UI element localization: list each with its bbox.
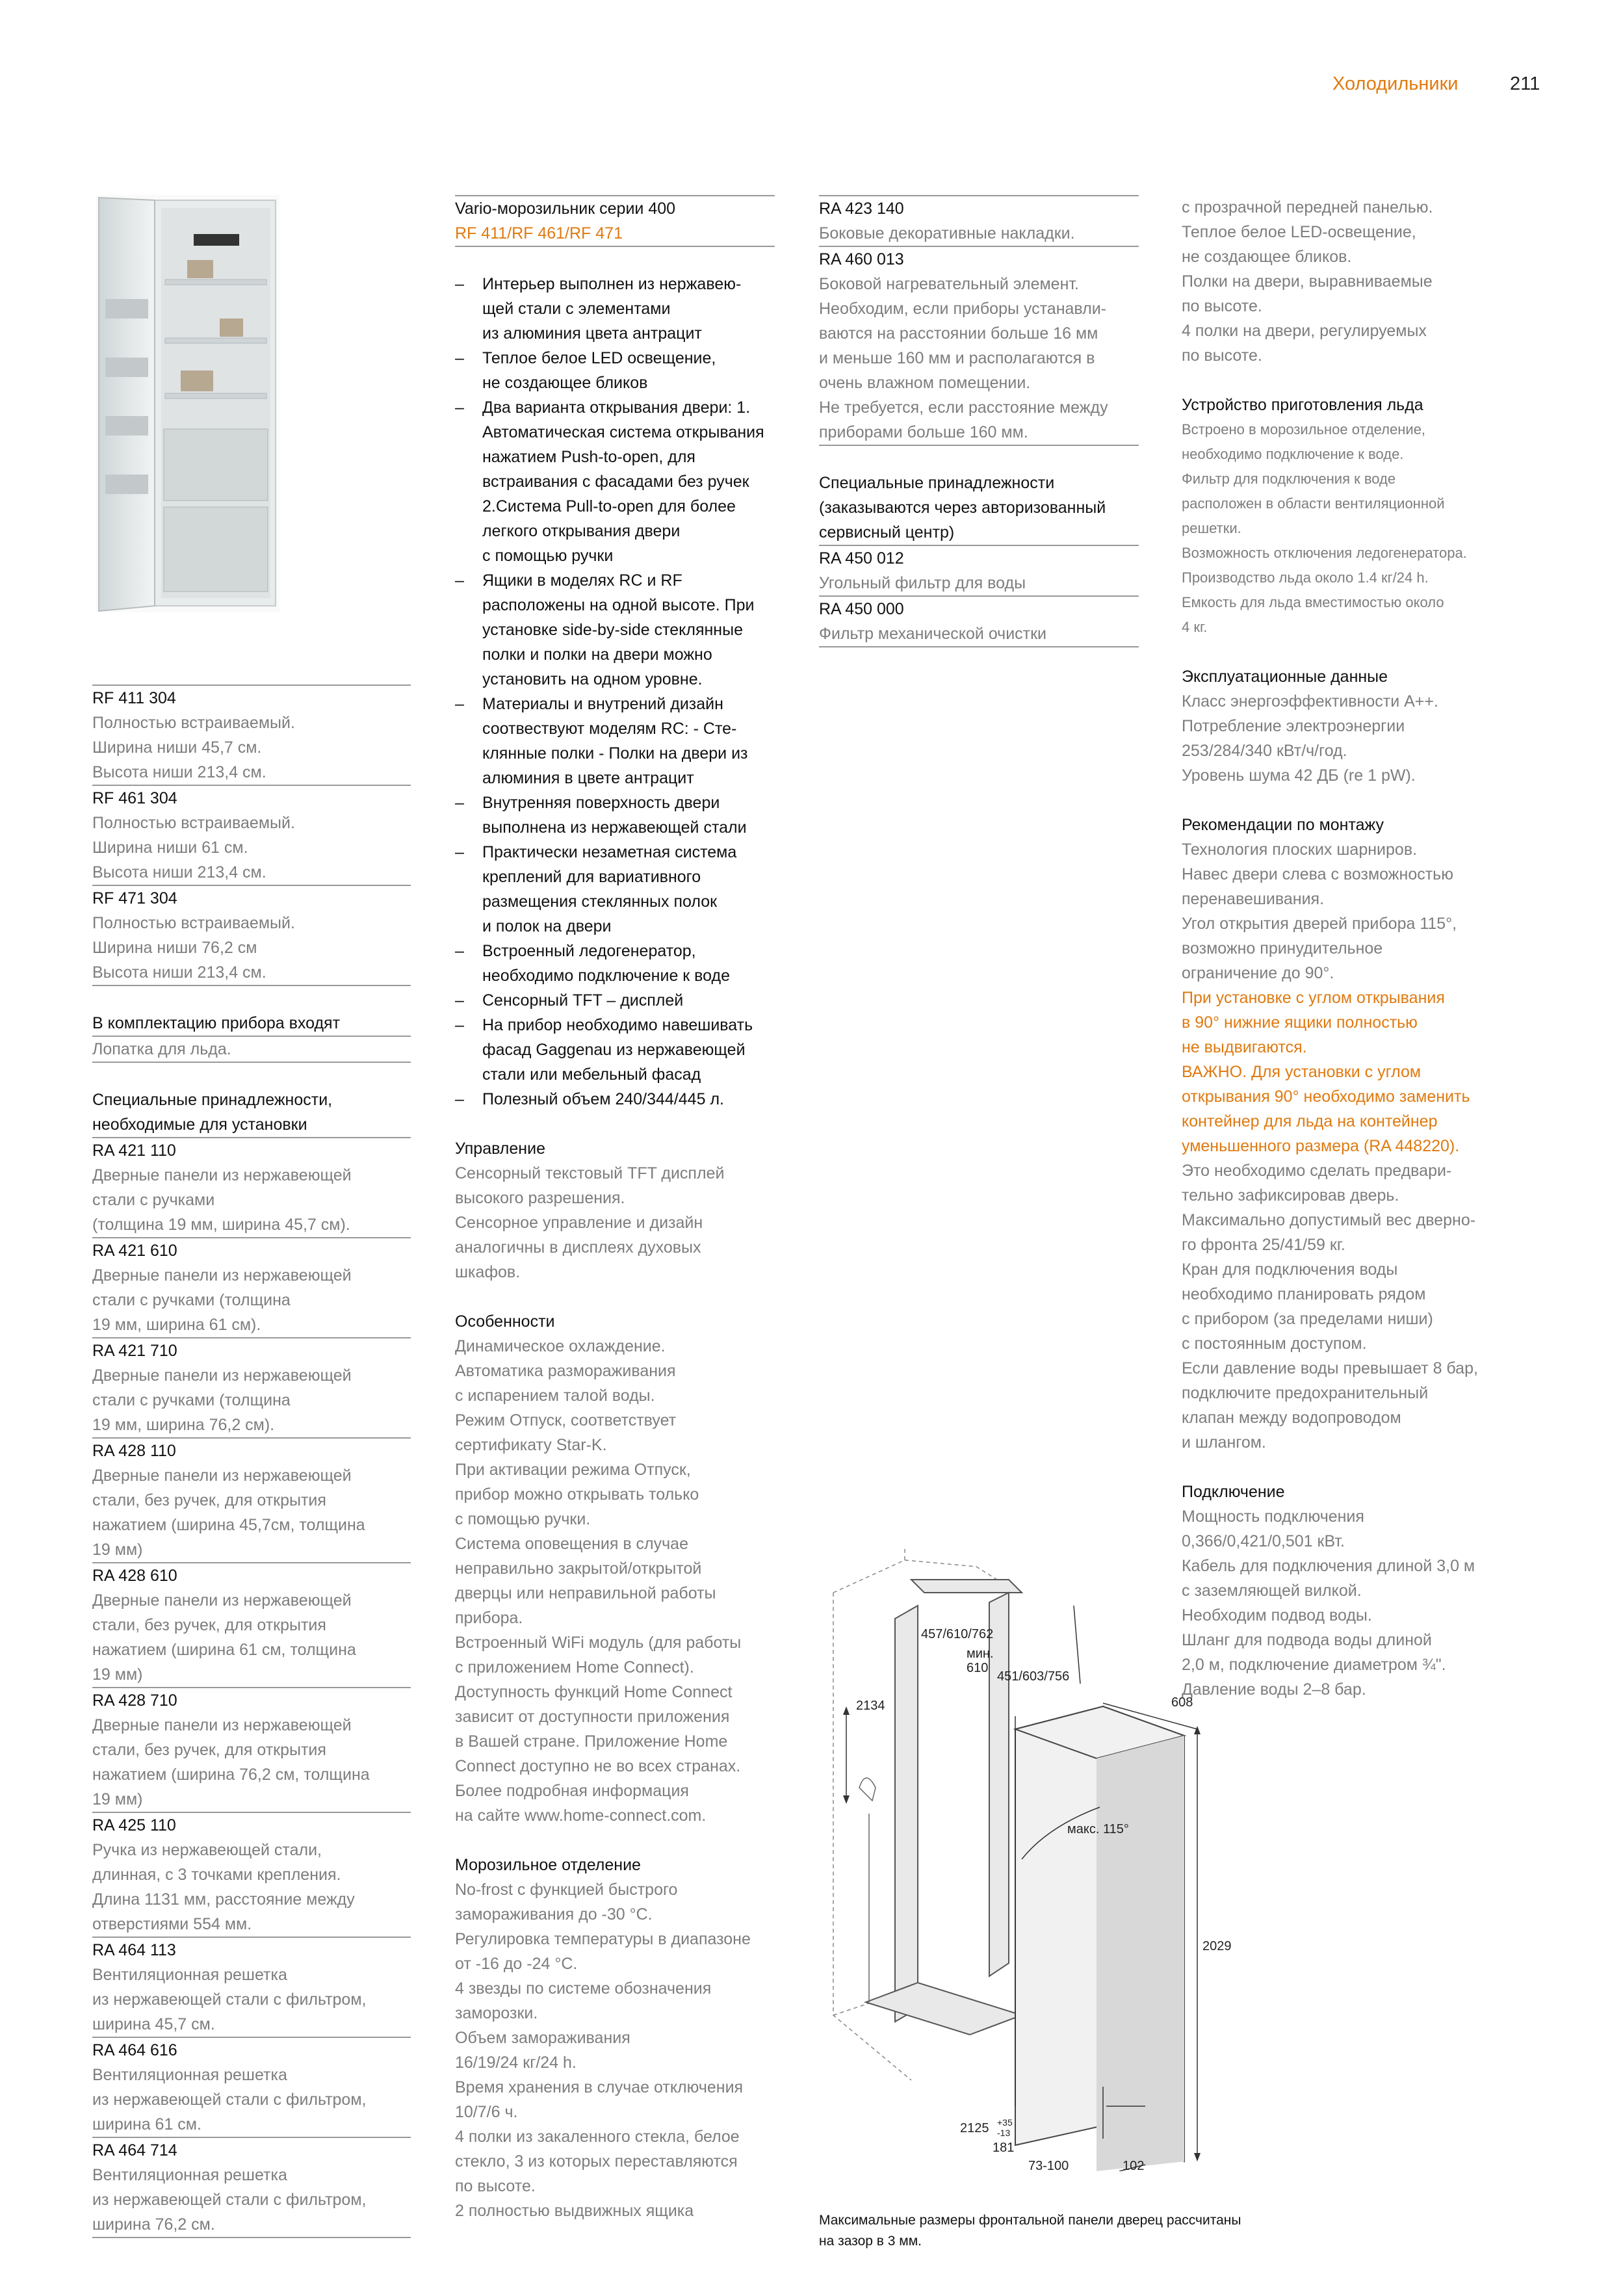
dim-2125: 2125 (960, 2121, 989, 2135)
features-title: Особенности (455, 1312, 555, 1331)
accessory-line: 19 мм) (92, 1790, 143, 1808)
accessory-line: ширина 45,7 см. (92, 2015, 215, 2033)
model-code: RF 411 304 (92, 689, 176, 707)
freezer-photo (96, 195, 279, 612)
connection-title: Подключение (1182, 1483, 1285, 1501)
page-number: 211 (1510, 73, 1540, 94)
dim-minus13: -13 (997, 2128, 1011, 2138)
diagram-caption: Максимальные размеры фронтальной панели дверец рассчитаны на зазор в 3 мм. (819, 2213, 1241, 2249)
accessory-line: Дверные панели из нержавеющей (92, 1266, 352, 1285)
features-text: Динамическое охлаждение. Автоматика размораживания с испарением талой воды. Режим Отпуск, соответствует сертификату Star-K. При активации режима Отпуск, прибор можно открывать только с помощью ручки. Система оповещения в случае неправильно закрытой/открытой дверцы или неправильной работы прибора. Встроенный WiFi модуль (для работы с приложением Home Connect). Доступность функций Home Connect зависит от доступности приложения в Вашей стране. Приложение Home Connect доступно не во всех странах. Более подробная информация на сайте www.home-connect.com. (455, 1337, 742, 1825)
feature-item: – Сенсорный TFT – дисплей (455, 988, 775, 1013)
accessory-line: стали с ручками (92, 1191, 215, 1209)
accessory-line: и меньше 160 мм и располагаются в (819, 349, 1095, 367)
feature-item: – Теплое белое LED освещение, не создающее бликов (455, 346, 775, 395)
accessory-line: (толщина 19 мм, ширина 45,7 см). (92, 1216, 350, 1234)
accessory-line: отверстиями 554 мм. (92, 1915, 252, 1933)
accessory-item (92, 1687, 411, 1812)
intro-text: с прозрачной передней панелью. Теплое белое LED-освещение, не создающее бликов. Полки на двери, выравниваемые по высоте. 4 полки на двери, регулируемых по высоте. (1182, 198, 1433, 365)
dim-451: 451/603/756 (997, 1669, 1070, 1684)
accessory-code: RA 464 714 (92, 2141, 177, 2159)
model-line: Высота ниши 213,4 см. (92, 763, 266, 781)
model-line: Высота ниши 213,4 см. (92, 963, 266, 982)
accessory-line: приборами больше 160 мм. (819, 423, 1028, 441)
feature-item: – Материалы и внутрений дизайн соотвествуют моделям RC: - Сте- клянные полки - Полки на двери из алюминия в цвете антрацит (455, 692, 775, 790)
accessory-list (92, 1137, 411, 2238)
feature-item: – Встроенный ледогенератор, необходимо подключение к воде (455, 939, 775, 988)
ice-title: Устройство приготовления льда (1182, 396, 1423, 414)
model-code: RF 461 304 (92, 789, 177, 807)
accessory-item (92, 1812, 411, 1937)
control-text: Сенсорный текстовый TFT дисплей высокого разрешения. Сенсорное управление и дизайн аналогичны в дисплеях духовых шкафов. (455, 1164, 725, 1281)
dim-608: 608 (1171, 1695, 1193, 1710)
accessory-item (92, 1137, 411, 1237)
installation-text-2: Это необходимо сделать предвари- тельно зафиксировав дверь. Максимально допустимый вес дверно- го фронта 25/41/59 кг. Кран для подключения воды необходимо планировать рядом с прибором (за пределами ниши) с постоянным доступом. Если давление воды превышает 8 бар, подключите предохранительный клапан между водопроводом и шлангом. (1182, 1162, 1478, 1452)
dim-angle: макс. 115° (1067, 1822, 1129, 1836)
feature-item: – Два варианта открывания двери: 1. Автоматическая система открывания нажатием Push-to-open, для встраивания с фасадами без ручек 2.Система Pull-to-open для более легкого открывания двери с помощью ручки (455, 395, 775, 568)
accessory-code: RA 428 610 (92, 1567, 177, 1585)
accessory-line: Фильтр механической очистки (819, 625, 1047, 643)
accessory-item (819, 595, 1139, 647)
ice-text: Встроено в морозильное отделение, необходимо подключение к воде. Фильтр для подключения к воде расположен в области вентиляционной решетки. Возможность отключения ледогенератора. Производство льда около 1.4 кг/24 h. Емкость для льда вместимостью около 4 кг. (1182, 421, 1467, 635)
dim-min: мин. (967, 1647, 994, 1661)
model-line: Полностью встраиваемый. (92, 814, 295, 832)
special-title: Специальные принадлежности, (92, 1091, 333, 1109)
accessory-line: ширина 76,2 см. (92, 2215, 215, 2234)
feature-item: – Внутренняя поверхность двери выполнена из нержавеющей стали (455, 790, 775, 840)
accessory-item (92, 1437, 411, 1562)
accessory-item (819, 246, 1139, 446)
accessory-line: Необходим, если приборы устанавли- (819, 300, 1106, 318)
accessory-item (819, 545, 1139, 595)
accessory-line: Дверные панели из нержавеющей (92, 1716, 352, 1734)
accessory-line: Боковой нагревательный элемент. (819, 275, 1079, 293)
special-order-title-3: сервисный центр) (819, 523, 955, 541)
accessory-line: Вентиляционная решетка (92, 1966, 287, 1984)
installation-title: Рекомендации по монтажу (1182, 816, 1384, 834)
product-title: Vario-морозильник серии 400 (455, 195, 775, 221)
dim-102: 102 (1123, 2159, 1145, 2171)
included-item: Лопатка для льда. (92, 1036, 411, 1063)
column-3 (819, 195, 1139, 647)
installation-text: Технология плоских шарниров. Навес двери слева с возможностью перенавешивания. Угол открытия дверей прибора 115°, возможно принудительное ограничение до 90°. (1182, 841, 1457, 982)
column-2 (455, 195, 775, 2223)
accessory-line: стали с ручками (толщина (92, 1291, 291, 1309)
accessory-code: RA 428 710 (92, 1691, 177, 1710)
accessory-line: стали, без ручек, для открытия (92, 1491, 326, 1509)
product-models: RF 411/RF 461/RF 471 (455, 221, 775, 247)
column-1 (92, 685, 411, 2238)
freezer-text: No-frost с функцией быстрого замораживания до -30 °C. Регулировка температуры в диапазоне от -16 до -24 °C. 4 звезды по системе обозначения заморозки. Объем замораживания 16/19/24 кг/24 h. Время хранения в случае отключения 10/7/6 ч. 4 полки из закаленного стекла, белое стекло, 3 из которых переставляются по высоте. 2 полностью выдвижных ящика (455, 1881, 751, 2220)
accessory-line: 19 мм, ширина 61 см). (92, 1316, 261, 1334)
accessory-line: длинная, с 3 точками крепления. (92, 1866, 341, 1884)
accessory-code: RA 423 140 (819, 200, 904, 218)
operation-title: Эксплуатационные данные (1182, 668, 1388, 686)
accessory-item (92, 1562, 411, 1687)
operation-text: Класс энергоэффективности A++. Потребление электроэнергии 253/284/340 кВт/ч/год. Уровень шума 42 ДБ (re 1 pW). (1182, 692, 1438, 785)
accessory-line: Не требуется, если расстояние между (819, 398, 1108, 417)
accessory-item (92, 1937, 411, 2037)
model-line: Ширина ниши 45,7 см. (92, 738, 262, 757)
dim-457: 457/610/762 (921, 1627, 994, 1641)
feature-item: – Интерьер выполнен из нержавею- щей стали с элементами из алюминия цвета антрацит (455, 272, 775, 346)
connection-text: Мощность подключения 0,366/0,421/0,501 кВт. Кабель для подключения длиной 3,0 м с заземляющей вилкой. Необходим подвод воды. Шланг для подвода воды длиной 2,0 м, подключение диаметром ¾". Давление воды 2–8 бар. (1182, 1507, 1475, 1699)
feature-item: – Полезный объем 240/344/445 л. (455, 1087, 775, 1112)
accessory-line: стали, без ручек, для открытия (92, 1616, 326, 1634)
accessory-line: Ручка из нержавеющей стали, (92, 1841, 322, 1859)
feature-item: – На прибор необходимо навешивать фасад Gaggenau из нержавеющей стали или мебельный фасад (455, 1013, 775, 1087)
accessory-line: 19 мм, ширина 76,2 см). (92, 1416, 275, 1434)
accessory-line: из нержавеющей стали с фильтром, (92, 2091, 367, 2109)
accessory-line: 19 мм) (92, 1541, 143, 1559)
model-line: Ширина ниши 76,2 см (92, 939, 257, 957)
installation-diagram (807, 1521, 1249, 2171)
accessory-line: ваются на расстоянии больше 16 мм (819, 324, 1098, 343)
model-item (92, 785, 411, 885)
accessory-code: RA 460 013 (819, 250, 904, 268)
freezer-title: Морозильное отделение (455, 1856, 641, 1874)
dim-2134: 2134 (856, 1699, 885, 1713)
accessory-line: Угольный фильтр для воды (819, 574, 1026, 592)
accessory-line: Дверные панели из нержавеющей (92, 1591, 352, 1610)
accessory-line: Боковые декоративные накладки. (819, 224, 1075, 242)
accessory-line: нажатием (ширина 76,2 см, толщина (92, 1766, 370, 1784)
accessory-code: RA 450 012 (819, 549, 904, 567)
model-line: Полностью встраиваемый. (92, 714, 295, 732)
accessory-code: RA 428 110 (92, 1442, 176, 1460)
accessory-line: Длина 1131 мм, расстояние между (92, 1890, 355, 1909)
accessory-code: RA 450 000 (819, 600, 904, 618)
feature-list (455, 272, 775, 1112)
dim-plus35: +35 (997, 2117, 1013, 2128)
dim-181: 181 (993, 2141, 1015, 2155)
special-order-title: Специальные принадлежности (819, 474, 1055, 492)
accessory-item (92, 1237, 411, 1337)
accessory-line: из нержавеющей стали с фильтром, (92, 1990, 367, 2009)
section-title: Холодильники (1332, 73, 1459, 94)
accessory-code: RA 421 610 (92, 1242, 177, 1260)
model-line: Ширина ниши 61 см. (92, 839, 248, 857)
dim-610: 610 (967, 1661, 989, 1675)
accessory-code: RA 464 616 (92, 2041, 177, 2059)
accessory-line: 19 мм) (92, 1665, 143, 1684)
accessory-line: Дверные панели из нержавеющей (92, 1366, 352, 1385)
accessory-item (92, 2137, 411, 2238)
feature-item: – Ящики в моделях RC и RF расположены на одной высоте. При установке side-by-side стеклянные полки и полки на двери можно установить на одном уровне. (455, 568, 775, 692)
accessory-code: RA 421 110 (92, 1141, 176, 1160)
model-item (92, 885, 411, 986)
accessory-line: ширина 61 см. (92, 2115, 201, 2133)
accessory-line: Вентиляционная решетка (92, 2066, 287, 2084)
model-code: RF 471 304 (92, 889, 177, 907)
accessory-line: нажатием (ширина 61 см, толщина (92, 1641, 356, 1659)
feature-item: – Практически незаметная система креплений для вариативного размещения стеклянных полок и полок на двери (455, 840, 775, 939)
accessory-line: из нержавеющей стали с фильтром, (92, 2191, 367, 2209)
model-item (92, 685, 411, 785)
dim-73-100: 73-100 (1028, 2159, 1069, 2171)
accessory-code: RA 421 710 (92, 1342, 177, 1360)
dim-2029: 2029 (1202, 1939, 1232, 1953)
model-list (92, 685, 411, 986)
model-line: Высота ниши 213,4 см. (92, 863, 266, 881)
accessory-code: RA 464 113 (92, 1941, 176, 1959)
model-line: Полностью встраиваемый. (92, 914, 295, 932)
included-title: В комплектацию прибора входят (92, 1014, 341, 1032)
accessory-item (92, 2037, 411, 2137)
accessory-line: очень влажном помещении. (819, 374, 1031, 392)
accessory-item (92, 1337, 411, 1437)
special-order-title-2: (заказываются через авторизованный (819, 499, 1106, 517)
accessory-line: нажатием (ширина 45,7см, толщина (92, 1516, 365, 1534)
accessory-line: Вентиляционная решетка (92, 2166, 287, 2184)
column-4 (1182, 195, 1520, 1702)
accessory-line: стали с ручками (толщина (92, 1391, 291, 1409)
accessory-line: стали, без ручек, для открытия (92, 1741, 326, 1759)
accessory-item (819, 195, 1139, 246)
accessory-line: Дверные панели из нержавеющей (92, 1166, 352, 1184)
installation-warning: При установке с углом открывания в 90° нижние ящики полностью не выдвигаются. ВАЖНО. Для установки с углом открывания 90° необходимо заменить контейнер для льда на контейнер уменьшенного размера (RA 448220). (1182, 989, 1470, 1155)
accessory-code: RA 425 110 (92, 1816, 176, 1834)
special-title-2: необходимые для установки (92, 1115, 307, 1134)
accessory-line: Дверные панели из нержавеющей (92, 1467, 352, 1485)
control-title: Управление (455, 1140, 545, 1158)
